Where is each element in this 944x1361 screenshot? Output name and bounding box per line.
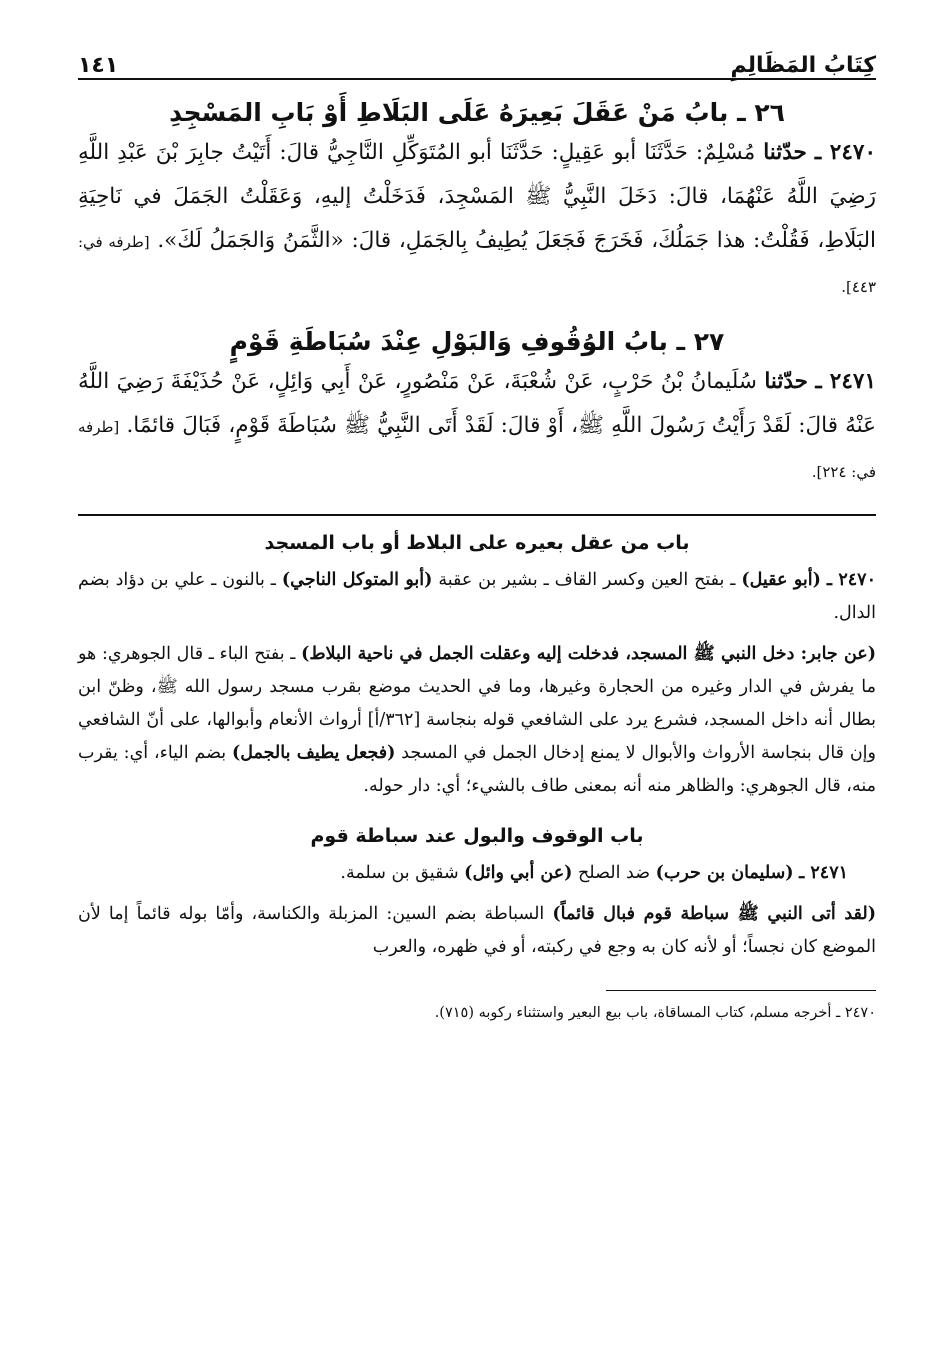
page-number: ١٤١ — [78, 53, 119, 78]
chapter-26-title: ٢٦ ـ بابُ مَنْ عَقَلَ بَعِيرَهُ عَلَى البَلَاطِ أَوْ بَابِ المَسْجِدِ — [169, 98, 785, 127]
hadith-text: مُسْلِمٌ: حَدَّثَنَا أبو عَقِيلٍ: حَدَّثَنَا أبو المُتَوَكِّلِ النَّاجِيُّ قالَ: أَتَيْتُ جابِرَ بْنَ عَبْدِ اللَّهِ رَضِيَ اللَّهُ عَنْهُمَا، قالَ: دَخَلَ النَّبِيُّ ﷺ المَسْجِدَ، فَدَخَلْتُ إليهِ، وَعَقَلْتُ الجَمَلَ في نَاحِيَةِ البَلَاطِ، فَقُلْتُ: هذا جَمَلُكَ، فَخَرَجَ فَجَعَلَ يُطِيفُ بِالجَمَلِ، قالَ: «الثَّمَنُ وَالجَمَلُ لَكَ». — [78, 140, 876, 253]
commentary-paragraph — [78, 564, 876, 630]
footnote-divider — [606, 990, 876, 991]
commentary-text: بضم الياء، أي: يقرب منه، قال الجوهري: والظاهر منه أنه بمعنى طاف بالشيء؛ أي: دار حوله. — [78, 743, 876, 796]
commentary-text: شقيق بن سلمة. — [340, 863, 465, 883]
hadith-text: سُلَيمانُ بْنُ حَرْبٍ، عَنْ شُعْبَةَ، عَنْ مَنْصُورٍ، عَنْ أَبِي وَائِلٍ، عَنْ حُذَيْفَةَ رَضِيَ اللَّهُ عَنْهُ قالَ: لَقَدْ رَأَيْتُ رَسُولَ اللَّهِ ﷺ، أَوْ قالَ: لَقَدْ أَتَى النَّبِيُّ ﷺ سُبَاطَةَ قَوْمٍ، فَبَالَ قائمًا. — [78, 369, 876, 438]
hadith-2470 — [78, 131, 876, 309]
footnote: ٢٤٧٠ ـ أخرجه مسلم، كتاب المساقاة، باب بيع البعير واستثناء ركوبه (٧١٥). — [434, 1005, 876, 1021]
quoted-phrase: (عن أبي وائل) — [464, 863, 573, 883]
quoted-phrase: (لقد أتى النبي ﷺ سباطة قوم فبال قائماً) — [552, 904, 876, 924]
quoted-phrase: (أبو المتوكل الناجي) — [281, 570, 433, 590]
hadith-number: ٢٤٧١ ـ — [815, 369, 876, 394]
commentary-text: ـ بفتح الباء ـ قال الجوهري: هو ما يفرش في الدار وغيره من الحجارة وغيرها، وما في الحديث موضع بقرب مسجد رسول الله ﷺ، وظنّ ابن بطال أنه داخل المسجد، فشرع يرد على الشافعي قوله بنجاسة [٣٦٢/أ] أرواث الأنعام وأبوالها، على أنّ الشافعي وإن قال بنجاسة الأرواث والأبوال لا يمنع إدخال الجمل في المسجد — [78, 644, 876, 763]
hadith-number: ٢٤٧٠ ـ — [814, 140, 876, 165]
commentary-paragraph — [78, 638, 876, 803]
commentary-title-2: باب الوقوف والبول عند سباطة قوم — [310, 825, 644, 847]
quoted-phrase: (سليمان بن حرب) — [655, 863, 794, 883]
commentary-text: ضد الصلح — [572, 863, 656, 883]
commentary-number: ٢٤٧١ ـ — [799, 863, 848, 883]
chapter-27-title: ٢٧ ـ بابُ الوُقُوفِ وَالبَوْلِ عِنْدَ سُبَاطَةِ قَوْمٍ — [229, 327, 725, 356]
cross-reference: [طرفه في: ٢٢٤]. — [78, 418, 876, 481]
running-title: كِتَابُ المَظَالِمِ — [730, 53, 876, 78]
commentary-text: ـ بفتح العين وكسر القاف ـ بشير بن عقبة — [432, 570, 742, 590]
commentary-text: السباطة بضم السين: المزبلة والكناسة، وأمّا بوله قائماً إما لأن الموضع كان نجساً؛ أو لأنه كان به وجع في ركبته، أو في ظهره، والعرب — [78, 904, 876, 957]
commentary-paragraph — [78, 898, 876, 964]
commentary-number: ٢٤٧٠ ـ — [826, 570, 876, 590]
hadith-intro: حدّثنا — [763, 140, 807, 165]
page-header — [78, 40, 876, 80]
commentary-divider — [78, 514, 876, 516]
commentary-title-1: باب من عقل بعيره على البلاط أو باب المسجد — [264, 532, 690, 554]
cross-reference: [طرفه في: ٤٤٣]. — [78, 233, 876, 296]
hadith-intro: حدّثنا — [764, 369, 808, 394]
hadith-2471 — [78, 360, 876, 494]
commentary-paragraph — [78, 857, 876, 890]
quoted-phrase: (فجعل يطيف بالجمل) — [231, 743, 396, 763]
quoted-phrase: (أبو عقيل) — [741, 570, 821, 590]
book-page — [78, 40, 876, 1025]
commentary-text: ـ بالنون ـ علي بن دؤاد بضم الدال. — [78, 570, 876, 623]
quoted-phrase: (عن جابر: دخل النبي ﷺ المسجد، فدخلت إليه وعقلت الجمل في ناحية البلاط) — [301, 644, 876, 664]
